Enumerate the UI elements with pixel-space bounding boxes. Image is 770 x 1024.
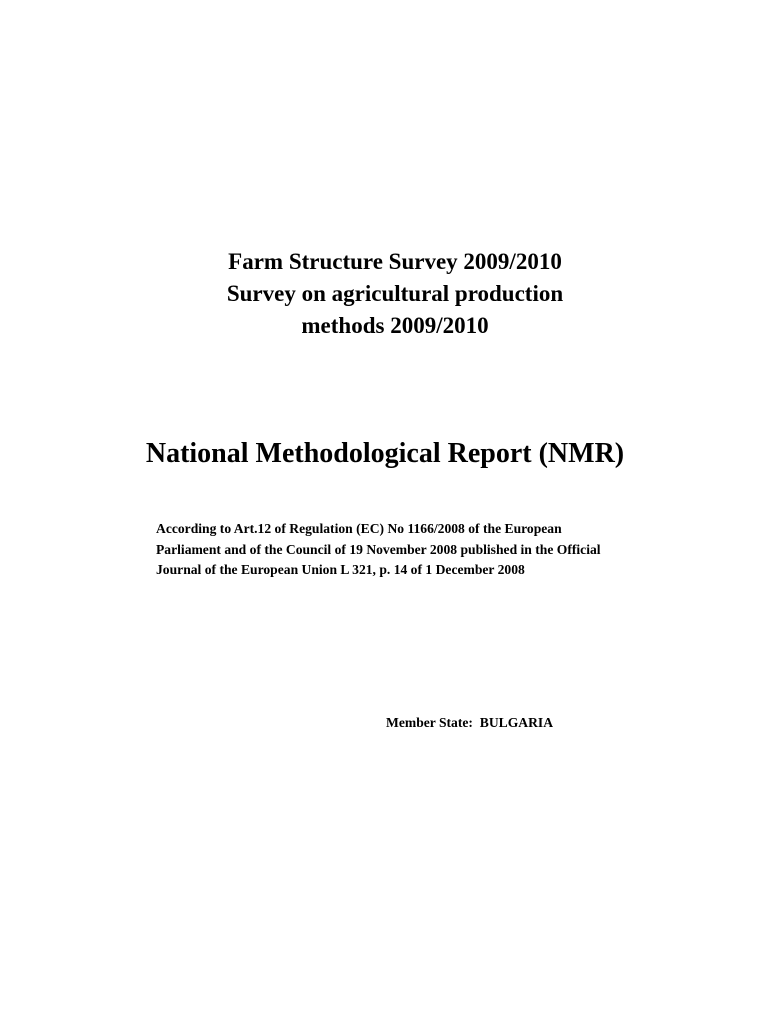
member-state-value: BULGARIA (479, 715, 554, 730)
report-title: National Methodological Report (NMR) (145, 438, 625, 469)
survey-title-line-3: methods 2009/2010 (301, 313, 489, 338)
legal-reference-line-3: Journal of the European Union L 321, p. 14 of 1 December 2008 (156, 562, 525, 577)
member-state (386, 713, 553, 733)
survey-title-line-2: Survey on agricultural production (226, 281, 564, 306)
legal-reference-line-2: Parliament and of the Council of 19 November 2008 published in the Official (156, 541, 601, 557)
survey-title-line-1: Farm Structure Survey 2009/2010 (228, 249, 562, 274)
survey-title (0, 246, 770, 342)
legal-reference (156, 519, 756, 581)
member-state-label: Member State: (386, 715, 473, 730)
legal-reference-line-1: According to Art.12 of Regulation (EC) No 1166/2008 of the European (156, 521, 562, 536)
